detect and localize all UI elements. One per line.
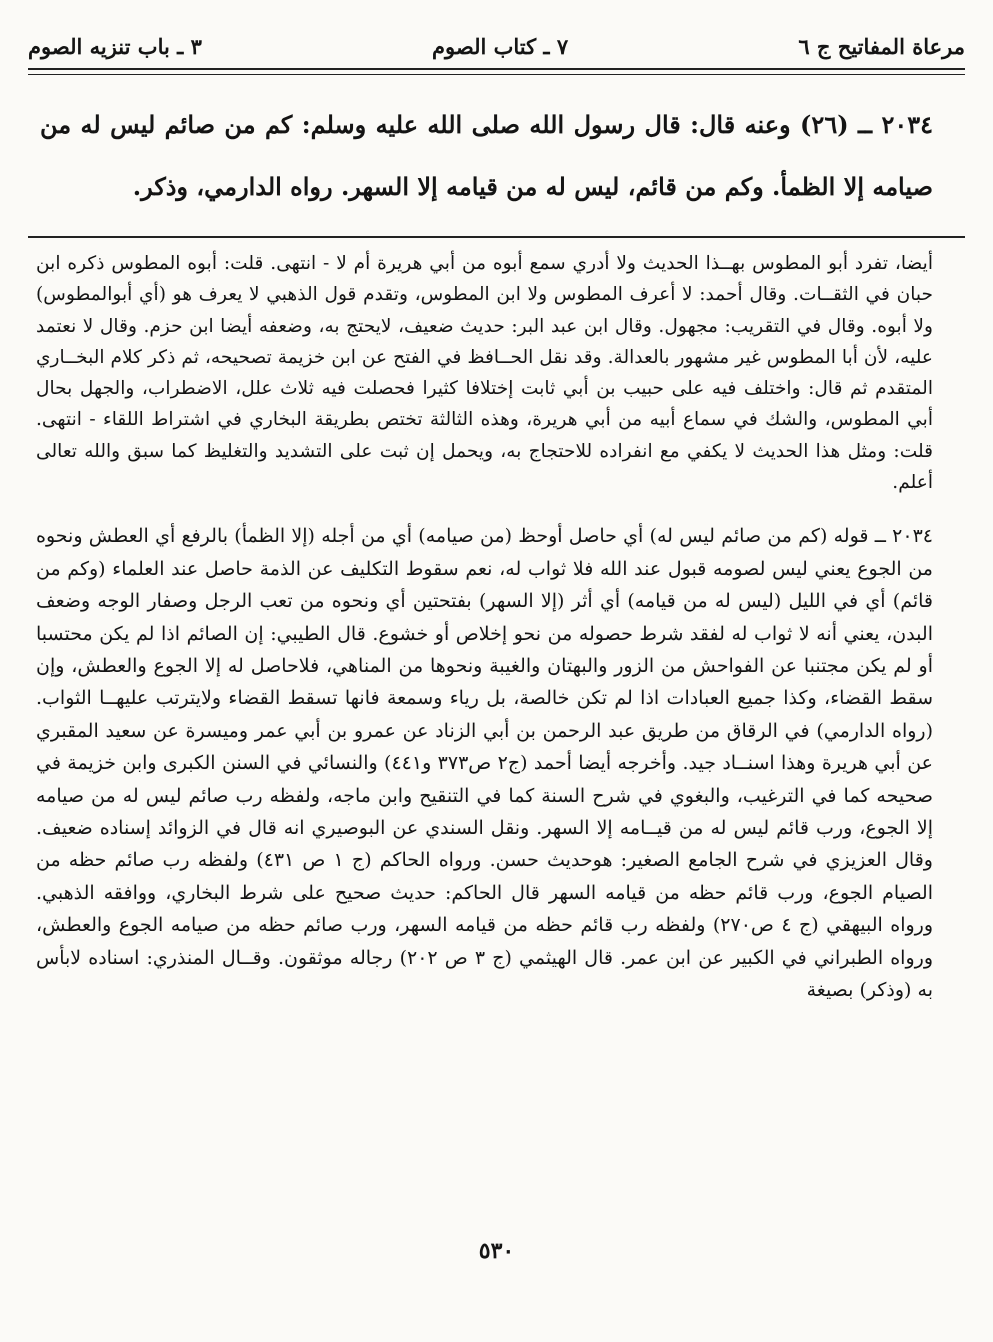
commentary-paragraph-explanation: ٢٠٣٤ ــ قوله (كم من صائم ليس له) أي حاصل أوحظ (من صيامه) أي من أجله (إلا الظمأ) بالرفع أي العطش ونحوه من الجوع يعني ليس لصومه قبول عند الله فلا ثواب له، نعم سقوط التكليف عن الذمة حاصل عند العلماء (وكم من قائم) أي في الليل (ليس له من قيامه) أي أثر (إلا السهر) بفتحتين أي ونحوه من تعب الرجل وصفار الوجه وضعف البدن، يعني أنه لا ثواب له لفقد شرط حصوله من نحو إخلاص أو خشوع. قال الطيبي: إن الصائم اذا لم يكن محتسبا أو لم يكن مجتنبا عن الفواحش من الزور والبهتان والغيبة ونحوها من المناهي، فلاحاصل له إلا الجوع والعطش، وإن سقط القضاء، وكذا جميع العبادات اذا لم تكن خالصة، بل رياء وسمعة فانها تسقط القضاء ولايترتب عليهــا الثواب. (رواه الدارمي) في الرقاق من طريق عبد الرحمن بن أبي الزناد عن عمرو بن أبي عمر وميسرة عن سعيد المقبري عن أبي هريرة وهذا اسنــاد جيد. وأخرجه أيضا أحمد (ج٢ ص٣٧٣ و٤٤١) والنسائي في السنن الكبرى وابن خزيمة في صحيحه كما في الترغيب، والبغوي في شرح السنة كما في التنقيح وابن ماجه، ولفظه رب صائم ليس له من صيامه إلا الجوع، ورب قائم ليس له من قيــامه إلا السهر. ونقل السندي عن البوصيري انه قال في الزوائد إسناده ضعيف. وقال العزيزي في شرح الجامع الصغير: هوحديث حسن. ورواه الحاكم (ج ١ ص ٤٣١) ولفظه رب صائم حظه من الصيام الجوع، ورب قائم حظه من قيامه السهر قال الحاكم: حديث صحيح على شرط البخاري، ووافقه الذهبي. ورواه البيهقي (ج ٤ ص٢٧٠) ولفظه رب قائم حظه من قيامه السهر، ورب صائم حظه من صيامه الجوع والعطش، ورواه الطبراني في الكبير عن ابن عمر. قال الهيثمي (ج ٣ ص ٢٠٢) رجاله موثقون. وقــال المنذري: اسناده لابأس به (وذكر) بصيغة <box>36 525 934 1002</box>
hadith-separator <box>28 236 965 238</box>
commentary-paragraph-continuation: أيضا، تفرد أبو المطوس بهــذا الحديث ولا أدري سمع أبوه من أبي هريرة أم لا - انتهى. قلت: أبوه المطوس ذكره ابن حبان في الثقــات. وقال أحمد: لا أعرف المطوس ولا ابن المطوس، وتقدم قول الذهبي لا يعرف هو (أي أبوالمطوس) ولا أبوه. وقال في التقريب: مجهول. وقال ابن عبد البر: حديث ضعيف، لايحتج به، وضعفه أيضا ابن حزم. وقال لا نعتمد عليه، لأن أبا المطوس غير مشهور بالعدالة. وقد نقل الحــافظ في الفتح عن ابن خزيمة تصحيحه، ثم ذكر كلام البخــاري المتقدم ثم قال: واختلف فيه على حبيب بن أبي ثابت إختلافا كثيرا فحصلت فيه ثلاث علل، الاضطراب، والجهل بحال أبي المطوس، والشك في سماع أبيه من أبي هريرة، وهذه الثالثة تختص بطريقة البخاري في اشتراط اللقاء - انتهى. قلت: ومثل هذا الحديث لا يكفي مع انفراده للاحتجاج به، ويحمل إن ثبت على التشديد والتغليظ كما سبق والله تعالى أعلم. <box>36 253 933 494</box>
commentary-body <box>36 248 933 1006</box>
header-rule-thin <box>28 74 965 75</box>
header-kitab: ٧ ـ كتاب الصوم <box>432 33 569 59</box>
page-number: ٥٣٠ <box>478 1238 515 1264</box>
hadith-text: ٢٠٣٤ ــ (٢٦) وعنه قال: قال رسول الله صلى الله عليه وسلم: كم من صائم ليس له من صيامه إلا الظمأ. وكم من قائم، ليس له من قيامه إلا السهر. رواه الدارمي، وذكر. <box>40 110 933 201</box>
header-bab: ٣ ـ باب تنزيه الصوم <box>28 33 202 59</box>
header-rule <box>28 68 965 70</box>
running-header <box>28 26 965 66</box>
header-book-title: مرعاة المفاتيح ج ٦ <box>798 33 965 59</box>
